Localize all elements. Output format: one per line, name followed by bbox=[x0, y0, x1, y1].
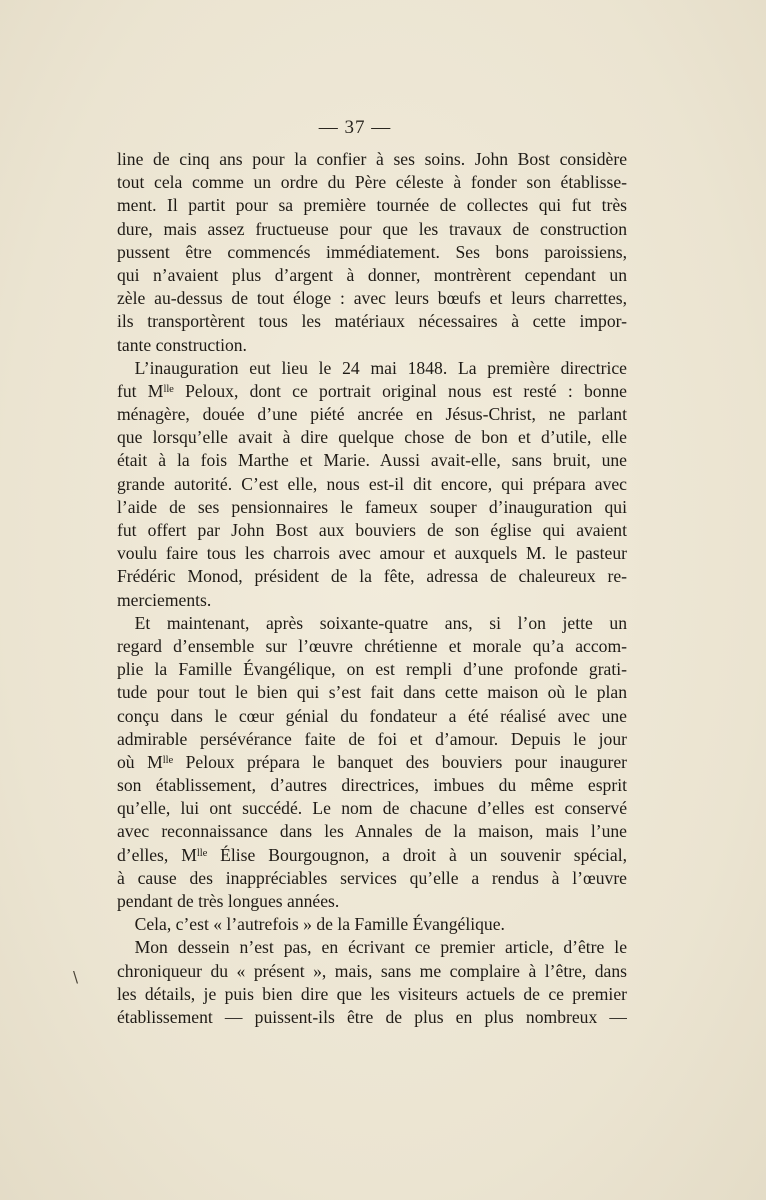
text-line: pendant de très longues années. bbox=[117, 891, 340, 911]
text-line: Cela, c’est « l’autrefois » de la Famille Évangélique. bbox=[117, 914, 505, 935]
text-line: tout cela comme un ordre du Père céleste à fonder son établisse- bbox=[117, 172, 627, 193]
text-line: line de cinq ans pour la confier à ses soins. John Bost considère bbox=[117, 149, 627, 169]
text-line: tude pour tout le bien qui s’est fait dans cette maison où le plan bbox=[117, 682, 627, 703]
text-line: dure, mais assez fructueuse pour que les travaux de construction bbox=[117, 218, 627, 239]
text-line: chroniqueur du « présent », mais, sans me complaire à l’être, dans bbox=[117, 960, 627, 981]
text-line: d’elles, Mˡˡᵉ Élise Bourgougnon, a droit à un souvenir spécial, bbox=[117, 844, 627, 865]
text-line: pussent être commencés immédiatement. Ses bons paroissiens, bbox=[117, 241, 627, 262]
text-line: ils transportèrent tous les matériaux nécessaires à cette impor- bbox=[117, 311, 627, 332]
text-line: merciements. bbox=[117, 589, 212, 610]
text-line: plie la Famille Évangélique, on est rempli d’une profonde grati- bbox=[117, 659, 627, 680]
text-line: ménagère, douée d’une piété ancrée en Jésus-Christ, ne parlant bbox=[117, 404, 627, 425]
page-number: — 37 — bbox=[318, 117, 392, 138]
text-line: l’aide de ses pensionnaires le fameux souper d’inauguration qui bbox=[117, 496, 627, 517]
body-text bbox=[117, 148, 627, 1029]
text-line: qu’elle, lui ont succédé. Le nom de chacune d’elles est conservé bbox=[117, 798, 627, 819]
text-line: grande autorité. C’est elle, nous est-il dit encore, qui prépara avec bbox=[117, 473, 627, 494]
text-line: Et maintenant, après soixante-quatre ans, si l’on jette un bbox=[117, 612, 627, 633]
text-line: établissement — puissent-ils être de plus en plus nombreux — bbox=[117, 1006, 627, 1027]
text-line: était à la fois Marthe et Marie. Aussi avait-elle, sans bruit, une bbox=[117, 450, 627, 471]
text-line: conçu dans le cœur génial du fondateur a été réalisé avec une bbox=[117, 705, 627, 726]
text-line: les détails, je puis bien dire que les visiteurs actuels de ce premier bbox=[117, 983, 627, 1004]
text-line: fut Mˡˡᵉ Peloux, dont ce portrait original nous est resté : bonne bbox=[117, 380, 627, 401]
text-line: admirable persévérance faite de foi et d’amour. Depuis le jour bbox=[117, 728, 627, 749]
text-line: L’inauguration eut lieu le 24 mai 1848. La première directrice bbox=[117, 357, 627, 378]
text-line: avec reconnaissance dans les Annales de la maison, mais l’une bbox=[117, 821, 627, 842]
text-line: que lorsqu’elle avait à dire quelque chose de bon et d’utile, elle bbox=[117, 427, 627, 448]
text-line: fut offert par John Bost aux bouviers de son église qui avaient bbox=[117, 520, 627, 540]
text-line: à cause des inappréciables services qu’elle a rendus à l’œuvre bbox=[117, 867, 627, 888]
text-line: regard d’ensemble sur l’œuvre chrétienne et morale qu’a accom- bbox=[117, 635, 627, 656]
text-line: zèle au-dessus de tout éloge : avec leurs bœufs et leurs charrettes, bbox=[117, 288, 627, 309]
text-line: ment. Il partit pour sa première tournée de collectes qui fut très bbox=[117, 195, 627, 216]
text-line: voulu faire tous les charrois avec amour et auxquels M. le pasteur bbox=[117, 543, 627, 564]
text-line: Frédéric Monod, président de la fête, adressa de chaleureux re- bbox=[117, 566, 627, 587]
text-line: où Mˡˡᵉ Peloux prépara le banquet des bouviers pour inaugurer bbox=[117, 751, 627, 772]
text-line: qui n’avaient plus d’argent à donner, montrèrent cependant un bbox=[117, 264, 627, 285]
margin-mark: \ bbox=[73, 968, 79, 986]
text-line: tante construction. bbox=[117, 334, 247, 355]
text-line: Mon dessein n’est pas, en écrivant ce premier article, d’être le bbox=[117, 937, 627, 958]
text-line: son établissement, d’autres directrices, imbues du même esprit bbox=[117, 775, 627, 796]
